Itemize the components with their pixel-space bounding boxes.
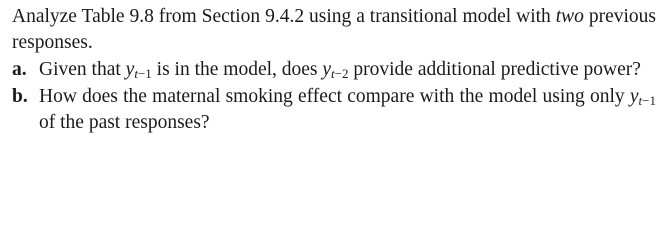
subscript-offset: −1 xyxy=(137,66,152,81)
math-subscript xyxy=(134,66,151,81)
part-a-text-1: Given that xyxy=(39,59,121,80)
part-b-text-2: of the past responses? xyxy=(39,112,210,133)
part-a-marker: a. xyxy=(12,59,27,80)
part-a-text-3: provide additional predictive power? xyxy=(353,59,641,80)
part-b-marker: b. xyxy=(12,86,28,107)
math-var: y xyxy=(322,59,332,80)
math-subscript xyxy=(331,66,348,81)
math-var: y xyxy=(125,59,135,80)
subscript-offset: −2 xyxy=(334,66,349,81)
exercise-part-b xyxy=(12,84,656,136)
exercise-part-a xyxy=(12,57,656,83)
math-y-t-minus-1 xyxy=(630,86,656,107)
math-var: y xyxy=(629,86,639,107)
part-b-text-1: How does the maternal smoking effect compare with the model using only xyxy=(39,86,625,107)
exercise-block xyxy=(12,4,656,136)
intro-emphasis: two xyxy=(555,6,584,27)
subscript-t: t xyxy=(638,93,643,108)
part-a-text-2: is in the model, does xyxy=(156,59,318,80)
subscript-t: t xyxy=(331,66,335,81)
math-y-t-minus-2 xyxy=(322,59,348,80)
exercise-intro xyxy=(12,4,656,56)
subscript-t: t xyxy=(134,66,138,81)
subscript-offset: −1 xyxy=(642,93,657,108)
intro-text: Analyze Table 9.8 from Section 9.4.2 using a transitional model with xyxy=(12,6,551,27)
math-subscript xyxy=(639,93,656,108)
math-y-t-minus-1 xyxy=(126,59,152,80)
intro-end: previous responses. xyxy=(12,6,657,53)
